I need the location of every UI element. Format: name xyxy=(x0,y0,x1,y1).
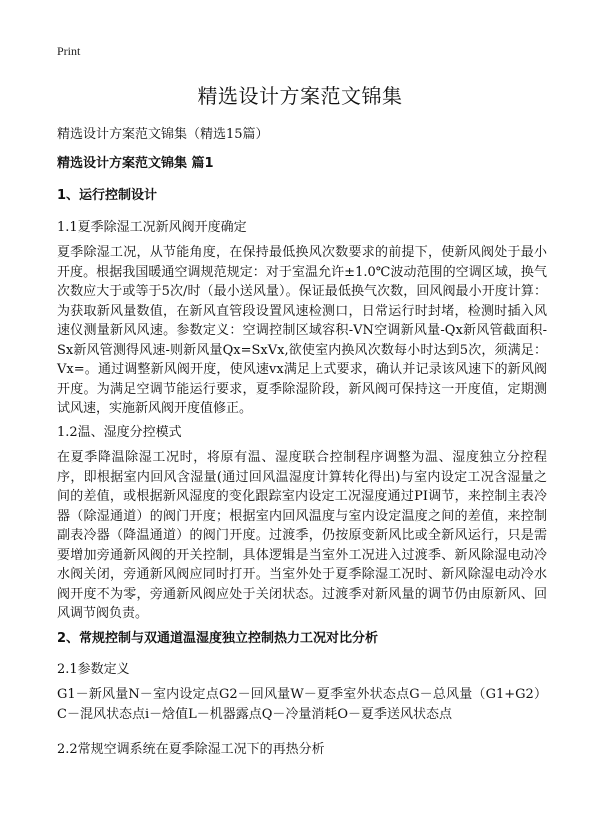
section-2-heading: 2、常规控制与双通道温湿度独立控制热力工况对比分析 xyxy=(57,631,379,646)
section-2-1-heading: 2.1参数定义 xyxy=(57,662,130,677)
section-1-heading: 1、运行控制设计 xyxy=(57,188,158,203)
section-1-2-heading: 1.2温、湿度分控模式 xyxy=(57,425,182,440)
document-subtitle: 精选设计方案范文锦集（精选15篇） xyxy=(57,127,269,142)
print-label: Print xyxy=(57,44,81,58)
article-heading: 精选设计方案范文锦集 篇1 xyxy=(57,156,214,171)
page-title: 精选设计方案范文锦集 xyxy=(197,84,403,108)
section-1-1-paragraph: 夏季除湿工况，从节能角度，在保持最低换风次数要求的前提下，使新风阀处于最小开度。根据我国暖通空调规范规定：对于室温允许±1.0℃波动范围的空调区域，换气次数应大于或等于5次/时（最小送风量）。保证最低换气次数，回风阀最小开度计算：为获取新风量数值，在新风直管段设置风速检测口，日常运行时封堵，检测时插入风速仪测量新风风速。参数定义：空调控制区域容积-VN空调新风量-Qx新风管截面积-Sx新风管测得风速-则新风量Qx=SxVx,欲使室内换风次数每小时达到5次，须满足：Vx=。通过调整新风阀开度，使风速vx满足上式要求，确认并记录该风速下的新风阀开度。为满足空调节能运行要求，夏季除湿阶段，新风阀可保持这一开度值，定期测试风速，实施新风阀开度值修正。 xyxy=(57,245,547,416)
section-1-1-heading: 1.1夏季除湿工况新风阀开度确定 xyxy=(57,220,247,235)
section-2-1-paragraph: G1－新风量N－室内设定点G2－回风量W－夏季室外状态点G－总风量（G1+G2）C－混风状态点i－焓值L－机器露点Q－冷量消耗O－夏季送风状态点 xyxy=(57,687,547,722)
section-1-2-paragraph: 在夏季降温除湿工况时，将原有温、湿度联合控制程序调整为温、湿度独立分控程序，即根据室内回风含湿量(通过回风温湿度计算转化得出)与室内设定工况含湿量之间的差值，或根据新风湿度的变化跟踪室内设定工况湿度通过PI调节，来控制主表冷器（除湿通道）的阀门开度；根据室内回风温度与室内设定温度之间的差值，来控制副表冷器（降温通道）的阀门开度。过渡季，仍按原变新风比或全新风运行，只是需要增加旁通新风阀的开关控制，具体逻辑是当室外工况进入过渡季、新风除湿电动冷水阀关闭，旁通新风阀应同时打开。当室外处于夏季除湿工况时、新风除湿电动冷水阀开度不为零，旁通新风阀应处于关闭状态。过渡季对新风量的调节仍由原新风、回风调节阀负责。 xyxy=(57,450,547,621)
section-2-2-heading: 2.2常规空调系统在夏季除湿工况下的再热分析 xyxy=(57,742,325,757)
